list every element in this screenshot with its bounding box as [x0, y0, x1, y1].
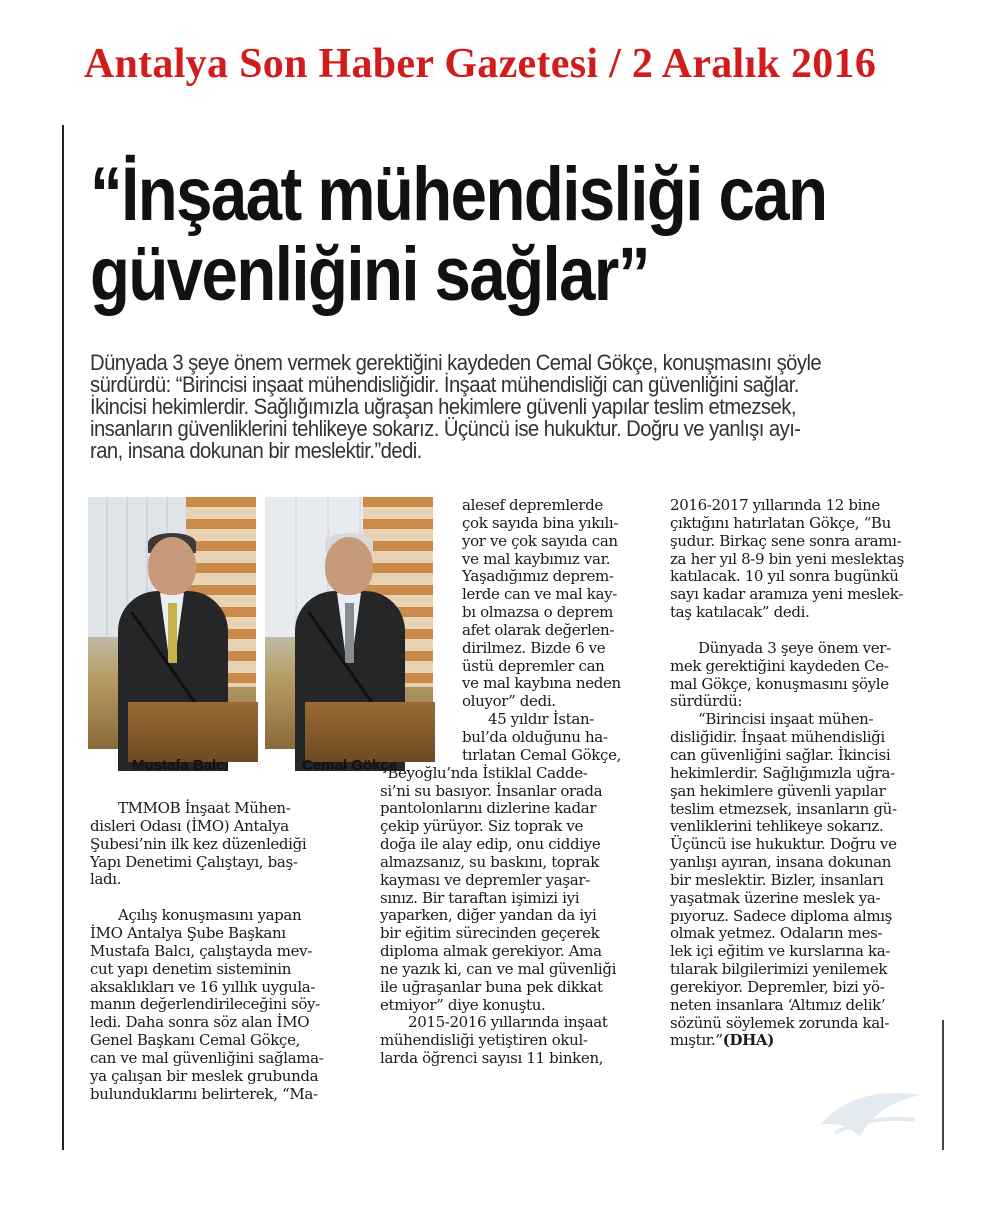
text-line: taş katılacak” dedi.: [670, 603, 810, 622]
text-line: ladı.: [90, 870, 122, 889]
article-headline: [90, 152, 838, 317]
text-line: katılacak. 10 yıl sonra bugünkü: [670, 567, 899, 586]
text-line: pıyoruz. Sadece diploma almış: [670, 906, 892, 925]
text-line: yaşatmak üzerine meslek ya-: [670, 888, 881, 907]
text-line: Şubesi’nin ilk kez düzenlediği: [90, 834, 307, 853]
text-line: yaparken, diğer yandan da iyi: [380, 906, 597, 925]
text-line: çok sayıda bina yıkılı-: [462, 513, 619, 532]
text-line: sürdürdü:: [670, 692, 743, 711]
text-line: “Beyoğlu’nda İstiklal Cadde-: [380, 763, 588, 782]
text-line: şudur. Birkaç sene sonra aramı-: [670, 531, 902, 550]
text-line: kayması ve depremler yaşar-: [380, 870, 590, 889]
text-line-end: mıştır.”: [670, 1031, 723, 1050]
text-line: pantolonlarını dizlerine kadar: [380, 799, 597, 818]
lead-line: insanların güvenliklerini tehlikeye sokarız. Üçüncü ise hukuktur. Doğru ve yanlışı ayı-: [90, 416, 801, 441]
text-line: almazsanız, su baskını, toprak: [380, 852, 599, 871]
text-line: sınız. Bir taraftan işimizi iyi: [380, 888, 580, 907]
text-line: ledi. Daha sonra söz alan İMO: [90, 1013, 310, 1032]
text-line: yor ve çok sayıda can: [462, 531, 618, 550]
text-line: Yapı Denetimi Çalıştayı, baş-: [90, 852, 298, 871]
text-line: cut yapı denetim sisteminin: [90, 959, 292, 978]
text-line: za her yıl 8-9 bin yeni meslektaş: [670, 549, 904, 568]
text-line: venliklerini tehlikeye sokarız.: [670, 817, 884, 836]
text-line: disleri Odası (İMO) Antalya: [90, 816, 289, 835]
text-line: sözünü söylemek zorunda kal-: [670, 1013, 890, 1032]
text-line: şan hekimlere güvenli yapılar: [670, 781, 886, 800]
text-line: oluyor” dedi.: [462, 692, 556, 711]
text-line: si’ni su basıyor. İnsanlar orada: [380, 781, 603, 800]
lead-paragraph: [90, 352, 950, 462]
text-line: can ve mal güvenliğini sağlama-: [90, 1048, 324, 1067]
text-line: lek içi eğitim ve kurslarına ka-: [670, 942, 891, 961]
article-column-1: [90, 799, 324, 1104]
text-line: manın değerlendirileceğini söy-: [90, 995, 320, 1014]
text-line: ve mal kaybına neden: [462, 674, 621, 693]
column-rule-right: [942, 1020, 944, 1150]
text-line: Dünyada 3 şeye önem ver-: [698, 638, 891, 657]
text-line: larda öğrenci sayısı 11 binken,: [380, 1049, 604, 1068]
headline-line-1: “İnşaat mühendisliği can: [90, 152, 827, 237]
text-line: 2015-2016 yıllarında inşaat: [408, 1013, 608, 1032]
text-line: [670, 1032, 940, 1050]
text-line: mal Gökçe, konuşmasını şöyle: [670, 674, 889, 693]
article-column-3: [670, 497, 940, 1050]
text-line: Açılış konuşmasını yapan: [118, 906, 302, 925]
column-rule: [62, 125, 64, 1150]
text-line: disliğidir. İnşaat mühendisliği: [670, 728, 885, 747]
text-line: bulunduklarını belirterek, “Ma-: [90, 1084, 318, 1103]
text-line: 45 yıldır İstan-: [488, 710, 594, 729]
text-line: Genel Başkanı Cemal Gökçe,: [90, 1031, 301, 1050]
text-line: diploma almak gerekiyor. Ama: [380, 942, 602, 961]
text-line: çıktığını hatırlatan Gökçe, “Bu: [670, 513, 891, 532]
lead-line: İkincisi hekimlerdir. Sağlığımızla uğraşan hekimlere güvenli yapılar teslim etmezsek,: [90, 394, 796, 419]
text-line: can güvenliğini sağlar. İkincisi: [670, 745, 891, 764]
text-line: tırlatan Cemal Gökçe,: [462, 745, 622, 764]
text-line: 2016-2017 yıllarında 12 bine: [670, 496, 880, 514]
text-line: alesef depremlerde: [462, 496, 603, 514]
text-line: etmiyor” diye konuştu.: [380, 995, 546, 1014]
caption-photo-2: Cemal Gökçe: [302, 757, 398, 774]
lead-line: ran, insana dokunan bir meslektir.”dedi.: [90, 438, 422, 463]
text-line: İMO Antalya Şube Başkanı: [90, 924, 286, 943]
photo-mustafa-balci: [88, 497, 256, 749]
text-line: mühendisliği yetiştiren okul-: [380, 1031, 588, 1050]
text-line: teslim etmezsek, insanların gü-: [670, 799, 897, 818]
text-line: ile uğraşanlar buna pek dikkat: [380, 977, 603, 996]
lead-line: sürdürdü: “Birincisi inşaat mühendisliğidir. İnşaat mühendisliği can güvenliğini sağlar.: [90, 372, 799, 397]
caption-photo-1: Mustafa Balcı: [132, 757, 229, 774]
watermark-bird-icon: [815, 1075, 925, 1145]
text-line: TMMOB İnşaat Mühen-: [118, 799, 291, 817]
lead-line: Dünyada 3 şeye önem vermek gerektiğini kaydeden Cemal Gökçe, konuşmasını şöyle: [90, 350, 822, 375]
text-line: Yaşadığımız deprem-: [462, 567, 614, 586]
text-line: afet olarak değerlen-: [462, 620, 615, 639]
text-line: tılarak bilgilerimizi yenilemek: [670, 960, 888, 979]
article-column-2: [380, 497, 650, 1068]
text-line: ve mal kaybımız var.: [462, 549, 611, 568]
text-line: gerekiyor. Depremler, bizi yö-: [670, 977, 885, 996]
text-line: ya çalışan bir meslek grubunda: [90, 1066, 319, 1085]
text-line: Üçüncü ise hukuktur. Doğru ve: [670, 835, 897, 854]
text-line: çekip yürüyor. Siz toprak ve: [380, 817, 583, 836]
text-line: bir eğitim sürecinden geçerek: [380, 924, 600, 943]
text-line: üstü depremler can: [462, 656, 605, 675]
text-line: hekimlerdir. Sağlığımızla uğra-: [670, 763, 895, 782]
text-line: dirilmez. Bizde 6 ve: [462, 638, 606, 657]
masthead-title: Antalya Son Haber Gazetesi / 2 Aralık 2016: [83, 41, 877, 87]
text-line: ne yazık ki, can ve mal güvenliği: [380, 959, 617, 978]
text-line: yanlışı ayıran, insana dokunan: [670, 853, 892, 872]
text-line: bul’da olduğunu ha-: [462, 727, 608, 746]
text-line: doğa ile alay edip, onu ciddiye: [380, 835, 601, 854]
text-line: aksaklıkları ve 16 yıllık uygula-: [90, 977, 316, 996]
text-line: “Birincisi inşaat mühen-: [698, 710, 874, 729]
text-line: lerde can ve mal kay-: [462, 585, 617, 604]
text-line: neten insanlara ‘Altımız delik’: [670, 995, 886, 1014]
text-line: olmak yetmez. Odaların mes-: [670, 924, 883, 943]
text-line: mek gerektiğini kaydeden Ce-: [670, 656, 889, 675]
text-line: Mustafa Balcı, çalıştayda mev-: [90, 941, 312, 960]
text-line: bir meslektir. Bizler, insanları: [670, 870, 884, 889]
headline-line-2: güvenliğini sağlar”: [90, 232, 649, 317]
text-line: bı olmazsa o deprem: [462, 603, 613, 622]
credit-dha: (DHA): [722, 1031, 774, 1050]
text-line: sayı kadar aramıza yeni meslek-: [670, 585, 903, 604]
